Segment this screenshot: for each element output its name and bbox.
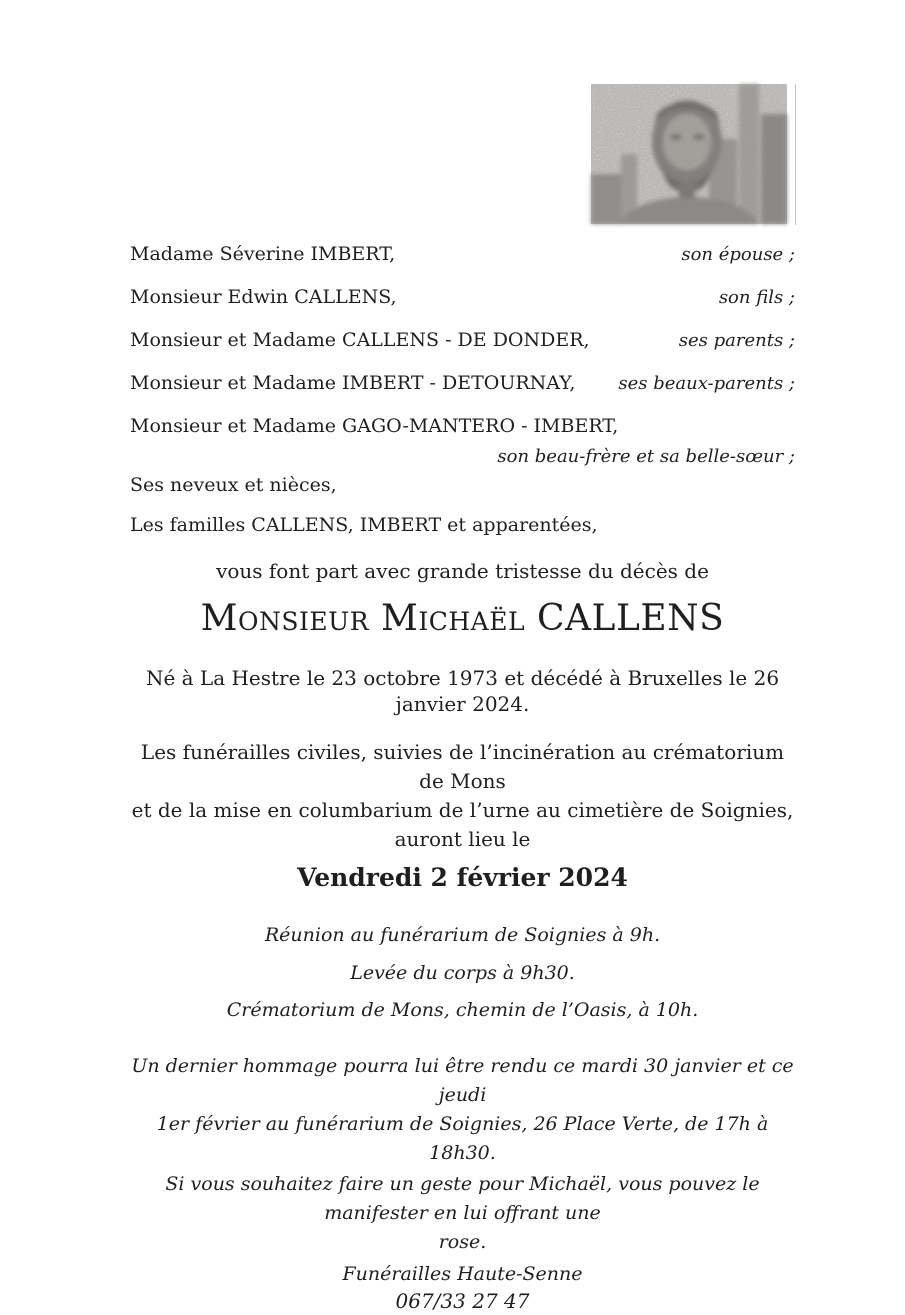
last-tribute-line: Un dernier hommage pourra lui être rendu ce mardi 30 janvier et ce jeudi: [131, 1055, 794, 1106]
last-tribute-line: 1er février au funérarium de Soignies, 26 Place Verte, de 17h à 18h30.: [156, 1113, 769, 1164]
photo-right-rule: [795, 84, 796, 225]
family-line: [130, 285, 795, 310]
family-member-name: Monsieur et Madame GAGO-MANTERO - IMBERT,: [130, 415, 619, 437]
family-relation: ses parents ;: [678, 330, 795, 351]
family-member-name: Madame Séverine IMBERT,: [130, 243, 396, 265]
family-line: [130, 371, 795, 396]
family-relation: son beau-frère et sa belle-sœur ;: [497, 446, 795, 467]
family-member-name: Monsieur et Madame CALLENS - DE DONDER,: [130, 329, 590, 351]
family-member-name: Monsieur et Madame IMBERT - DETOURNAY,: [130, 372, 576, 394]
family-member-name: Monsieur Edwin CALLENS,: [130, 286, 397, 308]
family-list: [130, 242, 795, 537]
family-line: [130, 473, 795, 497]
family-member-name: Ses neveux et nièces,: [130, 474, 337, 496]
gesture-line: rose.: [438, 1231, 487, 1253]
schedule-item: Réunion au funérarium de Soignies à 9h.: [264, 924, 661, 946]
family-line: [130, 444, 795, 469]
funeral-details-line: Les funérailles civiles, suivies de l’incinération au crématorium de Mons: [140, 740, 785, 793]
ceremony-date: Vendredi 2 février 2024: [297, 863, 628, 892]
family-relation: son fils ;: [718, 287, 795, 308]
family-line: [130, 513, 795, 537]
family-line: [130, 242, 795, 267]
funeral-home-name: Funérailles Haute-Senne: [342, 1263, 583, 1285]
funeral-home-phone: 067/33 27 47: [395, 1289, 530, 1313]
schedule-item: Levée du corps à 9h30.: [350, 962, 575, 984]
funeral-details-line: auront lieu le: [394, 827, 531, 851]
announcement-intro: vous font part avec grande tristesse du décès de: [216, 559, 709, 583]
funeral-details-line: et de la mise en columbarium de l’urne au cimetière de Soignies,: [131, 798, 794, 822]
schedule-item: Crématorium de Mons, chemin de l’Oasis, à 10h.: [226, 999, 699, 1021]
family-line: [130, 328, 795, 353]
family-member-name: Les familles CALLENS, IMBERT et apparentées,: [130, 514, 598, 536]
life-dates: Né à La Hestre le 23 octobre 1973 et décédé à Bruxelles le 26 janvier 2024.: [145, 666, 780, 716]
deceased-name: Monsieur Michaël CALLENS: [200, 598, 725, 639]
funeral-details: [130, 738, 795, 854]
announcement-body: [130, 0, 795, 1315]
family-relation: son épouse ;: [681, 244, 795, 265]
family-relation: ses beaux-parents ;: [618, 373, 795, 394]
gesture-notice: [130, 1170, 795, 1257]
last-tribute-notice: [130, 1052, 795, 1168]
gesture-line: Si vous souhaitez faire un geste pour Michaël, vous pouvez le manifester en lui offrant une: [165, 1173, 760, 1224]
family-line: [130, 414, 795, 438]
